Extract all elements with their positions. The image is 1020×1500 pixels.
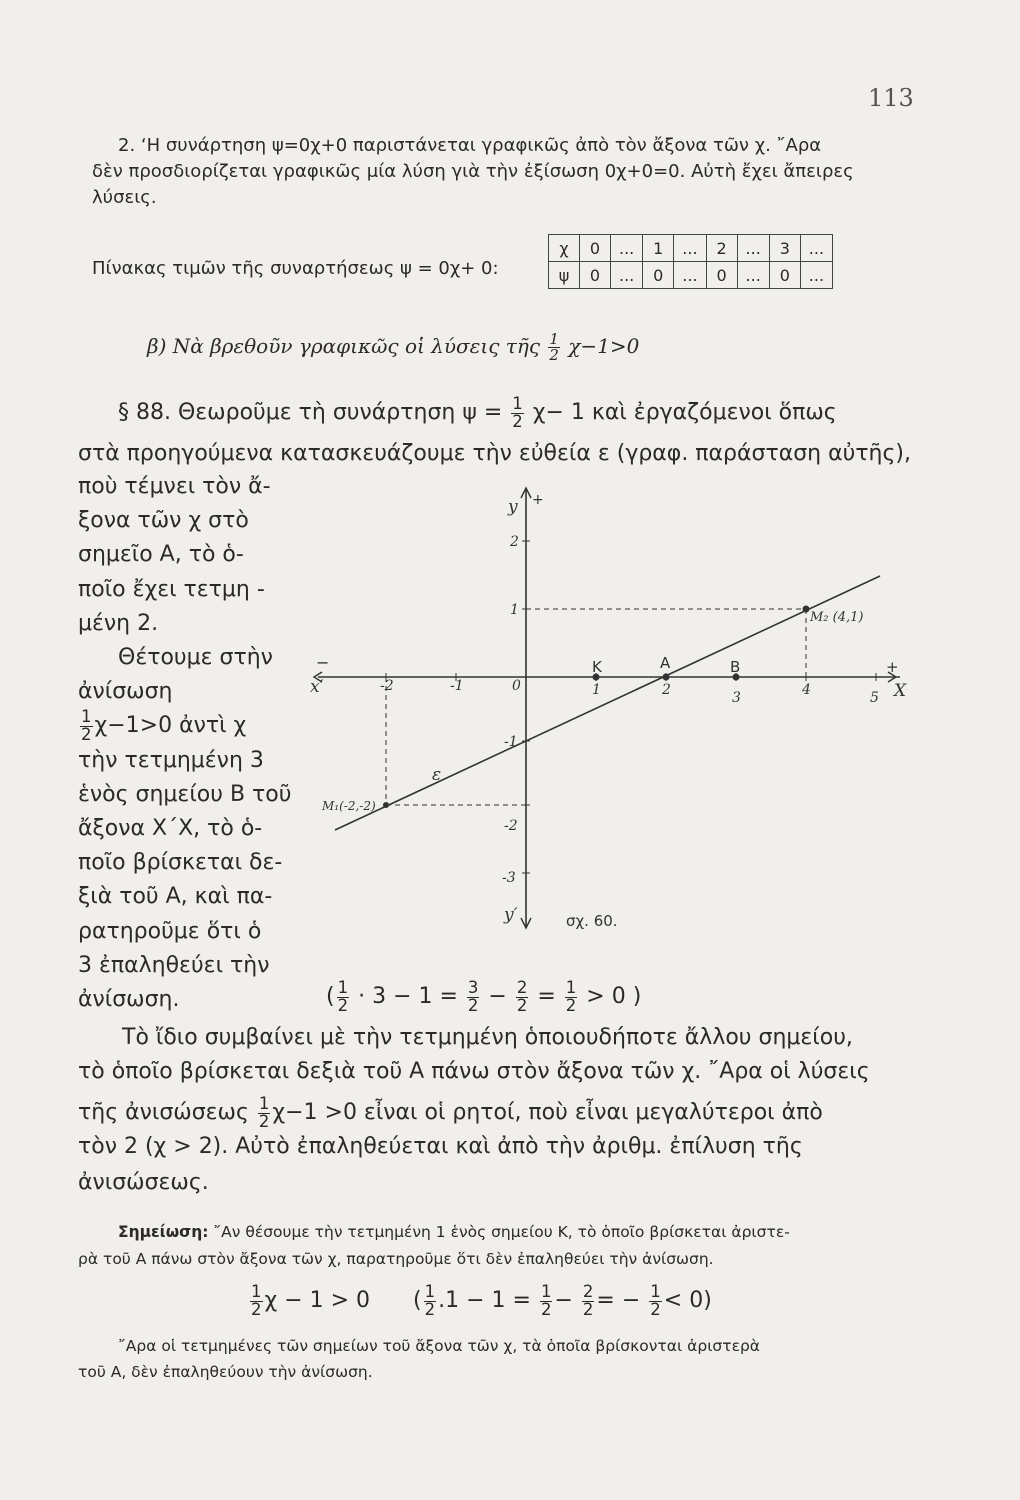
left-line: μένη 2. [78,610,159,636]
tick-label-y: -2 [504,818,518,834]
calc-part: · 3 − 1 = [358,984,458,1009]
s88-text: § 88. Θεωροῦμε τὴ συνάρτηση ψ = [118,400,503,425]
note-line-4: τοῦ Α, δὲν ἐπαληθεύουν τὴν ἀνίσωση. [78,1363,373,1381]
frac-den: 2 [81,724,92,744]
note-formula [248,1284,712,1318]
tick-label-x: 1 [592,682,601,698]
line-epsilon [335,576,880,830]
frac-num: 1 [540,1282,552,1301]
para-part: χ−1 >0 εἶναι οἱ ρητοί, ποὺ εἶναι μεγαλύτεροι ἀπὸ [272,1100,823,1125]
tick-label-y: -1 [504,734,518,750]
frac-num: 3 [467,978,479,997]
para-part: τῆς ἀνισώσεως [78,1100,249,1125]
tick-label-x: 5 [870,690,879,706]
tick-label-y: 1 [510,602,519,618]
y-neg-axis-label: y′ [504,905,518,925]
table-cell: 0 [769,262,800,289]
table-row-x [549,235,833,262]
left-line: ξιὰ τοῦ Α, καὶ πα- [78,884,273,910]
point-A-label: A [660,654,671,672]
table-cell: ... [800,235,832,262]
left-line: ξονα τῶν χ στὸ [78,508,249,534]
table-cell: 0 [580,262,611,289]
left-line: χ−1>0 ἀντὶ χ [94,713,247,739]
note-line-2: ρὰ τοῦ Α πάνω στὸν ἄξονα τῶν χ, παρατηροῦμε ὅτι δὲν ἐπαληθεύει τὴν ἀνίσωση. [78,1250,714,1268]
tick-label-y: -3 [502,870,516,886]
page-number: 113 [868,84,914,112]
frac-num: 1 [512,394,523,413]
formula-part: < 0) [663,1288,712,1313]
frac-num: 2 [516,978,528,997]
fraction [424,1284,437,1318]
point-M1-label: M₁(-2,-2) [322,799,376,813]
frac-den: 2 [565,995,577,1015]
left-line: ποὺ τέμνει τὸν ἄ- [78,474,271,499]
s88-tail: χ− 1 καὶ ἐργαζόμενοι ὅπως [532,400,837,425]
frac-num: 1 [565,978,577,997]
frac-num: 1 [424,1282,436,1301]
x-neg-axis-label: x′ [310,677,324,697]
fraction [511,396,524,430]
point-M1-marker [383,802,389,808]
calc-line [326,980,641,1014]
note-label: Σημείωση: [118,1223,209,1241]
table-cell: ... [737,235,769,262]
fraction [540,1284,553,1318]
left-line: ποῖο ἔχει τετμη - [78,576,265,602]
graph-figure [300,480,920,940]
item-2-line-2: δὲν προσδιορίζεται γραφικῶς μία λύση γιὰ τὴν ἐξίσωση 0χ+0=0. Αὐτὴ ἔχει ἄπειρες [92,161,854,182]
figure-caption: σχ. 60. [566,912,618,930]
tick-label-x: 3 [732,690,741,706]
table-cell: 0 [580,235,611,262]
frac-den: 2 [258,1111,270,1131]
frac-num: 2 [582,1282,594,1301]
tick-label-x: -2 [380,678,394,694]
para-line-2: τὸ ὁποῖο βρίσκεται δεξιὰ τοῦ Α πάνω στὸν ἄξονα τῶν χ. ῎Αρα οἱ λύσεις [78,1059,870,1084]
table-cell: 0 [706,262,737,289]
formula-part: = − [596,1288,641,1313]
tick-label-x: -1 [450,678,464,694]
frac-num: 1 [251,1282,262,1301]
section-88-line-2: στὰ προηγούμενα κατασκευάζουμε τὴν εὐθεία ε (γραφ. παράσταση αὐτῆς), [78,441,911,466]
tick-label-x: 4 [802,682,811,698]
fraction [467,980,480,1014]
y-axis-label: y [508,497,518,517]
frac-den: 2 [512,411,523,431]
table-cell: χ [549,235,580,262]
calc-part: > 0 ) [586,984,642,1009]
fraction [250,1284,263,1318]
frac-den: 2 [540,1299,552,1319]
frac-num: 1 [650,1282,661,1301]
formula-part: χ − 1 > 0 [264,1288,371,1313]
para-line-1: Τὸ ἴδιο συμβαίνει μὲ τὴν τετμημένη ὁποιουδήποτε ἄλλου σημείου, [122,1025,853,1050]
frac-den: 2 [650,1299,661,1319]
frac-num: 1 [258,1094,270,1113]
left-line: ποῖο βρίσκεται δε- [78,850,283,876]
note-line-1 [118,1222,790,1243]
beta-text: β) Νὰ βρεθοῦν γραφικῶς οἱ λύσεις τῆς [147,334,541,358]
item-2-line-3: λύσεις. [92,187,157,208]
x-plus-sign: + [886,658,899,676]
y-plus-sign: + [532,492,544,508]
calc-part: = [537,984,556,1009]
frac-den: 2 [467,995,479,1015]
tick-label-x: 0 [512,678,521,694]
frac-num: 1 [549,330,559,348]
line-epsilon-label: ε [432,765,442,785]
table-cell: 0 [643,262,674,289]
left-line-fraction [78,709,291,743]
left-line: σημεῖο Α, τὸ ὁ- [78,542,244,568]
para-line-4: τὸν 2 (χ > 2). Αὐτὸ ἐπαληθεύεται καὶ ἀπὸ τὴν ἀριθμ. ἐπίλυση τῆς [78,1134,803,1159]
para-line-3 [78,1096,823,1130]
calc-part: − [488,984,507,1009]
table-cell: ... [674,235,706,262]
frac-num: 1 [81,707,92,727]
left-line: ἄξονα Χ΄Χ, τὸ ὁ- [78,816,263,842]
section-88-head [118,396,837,430]
frac-den: 2 [549,346,559,364]
beta-heading [147,332,639,363]
fraction [258,1096,271,1130]
frac-den: 2 [251,1299,262,1319]
frac-den: 2 [424,1299,436,1319]
left-line: 3 ἐπαληθεύει τὴν [78,952,270,978]
point-M2-label: M₂ (4,1) [810,610,864,625]
fraction [582,1284,595,1318]
left-line: ἑνὸς σημείου Β τοῦ [78,781,292,807]
table-cell: ... [674,262,706,289]
item-2-line-1: 2. ‘Η συνάρτηση ψ=0χ+0 παριστάνεται γραφικῶς ἀπὸ τὸν ἄξονα τῶν χ. ῎Αρα [118,135,822,156]
formula-part: ( [413,1288,422,1313]
point-B-label: B [730,658,741,676]
left-column [78,470,291,1017]
table-label: Πίνακας τιμῶν τῆς συναρτήσεως ψ = 0χ+ 0: [92,258,499,279]
frac-den: 2 [337,995,349,1015]
frac-den: 2 [582,1299,594,1319]
table-row-y [549,262,833,289]
left-line: ἀνίσωση. [78,987,180,1013]
left-line: ρατηροῦμε ὅτι ὁ [78,918,262,944]
x-axis-label: X [894,681,907,701]
fraction [649,1284,662,1318]
formula-part: − [554,1288,573,1313]
table-cell: ψ [549,262,580,289]
table-cell: ... [800,262,832,289]
fraction [516,980,529,1014]
table-cell: 3 [769,235,800,262]
table-cell: ... [737,262,769,289]
table-cell: 2 [706,235,737,262]
fraction [565,980,578,1014]
fraction [80,709,93,743]
tick-label-x: 2 [662,682,671,698]
point-K-label: K [592,658,602,676]
frac-den: 2 [516,995,528,1015]
table-cell: ... [611,262,643,289]
beta-tail: χ−1>0 [568,334,640,358]
left-line: τὴν τετμημένη 3 [78,747,264,773]
formula-part: .1 − 1 = [438,1288,531,1313]
calc-part: ( [326,984,335,1009]
x-minus-sign: − [316,653,330,672]
frac-num: 1 [337,978,349,997]
values-table [548,234,833,289]
fraction [548,332,560,363]
para-line-5: ἀνισώσεως. [78,1170,209,1195]
fraction [337,980,350,1014]
point-M2-marker [803,606,810,613]
note-line-3: ῎Αρα οἱ τετμημένες τῶν σημείων τοῦ ἄξονα τῶν χ, τὰ ὁποῖα βρίσκονται ἀριστερὰ [118,1337,761,1355]
left-line: ἀνίσωση [78,679,173,705]
note-text: ῎Αν θέσουμε τὴν τετμημένη 1 ἑνὸς σημείου Κ, τὸ ὁποῖο βρίσκεται ἀριστε- [213,1223,790,1241]
table-cell: ... [611,235,643,262]
left-line: Θέτουμε στὴν [118,645,273,671]
tick-label-y: 2 [510,534,519,550]
table-cell: 1 [643,235,674,262]
